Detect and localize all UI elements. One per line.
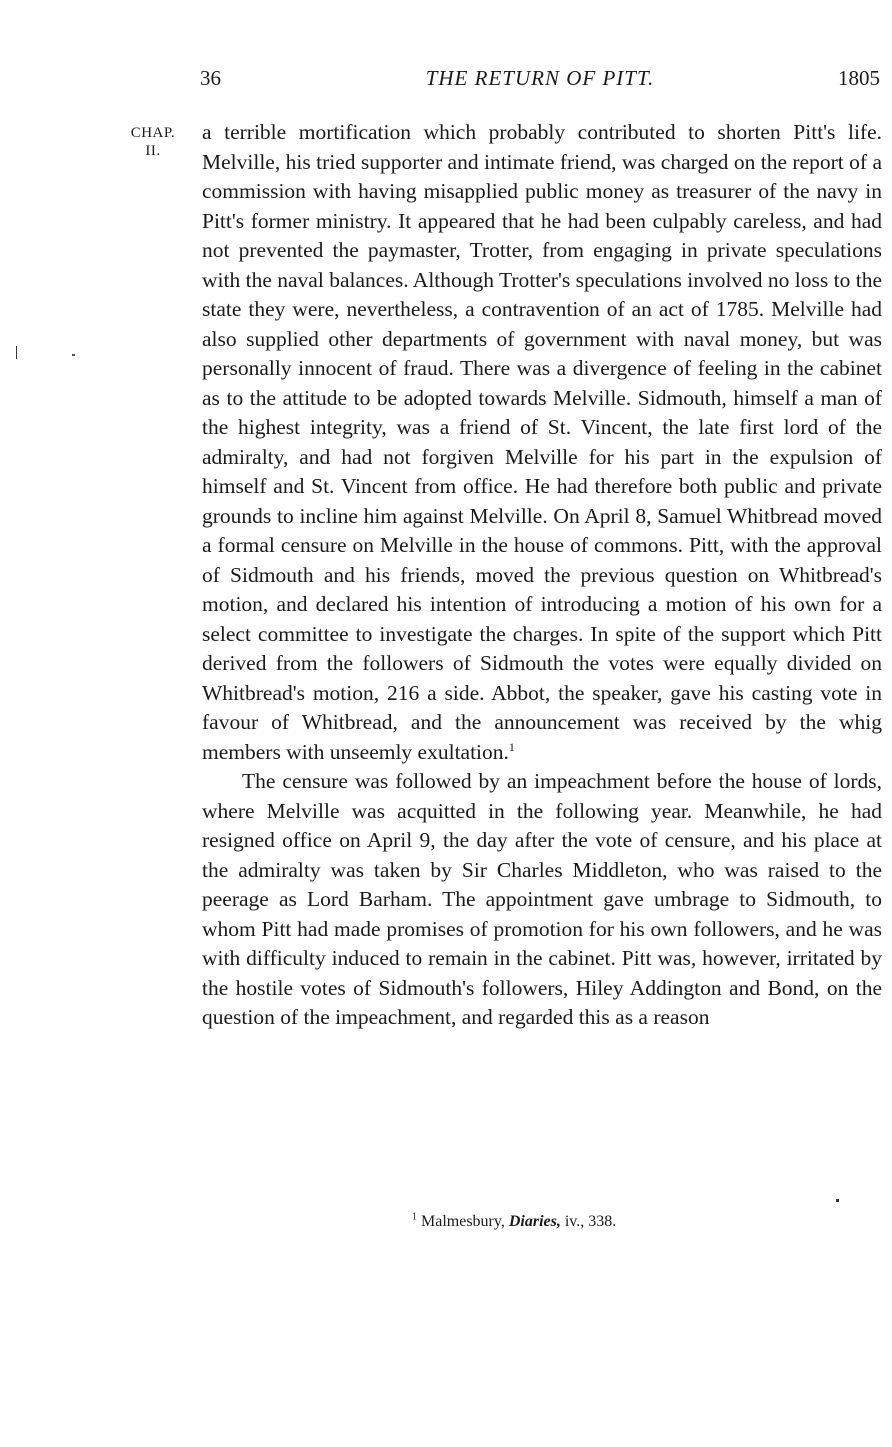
footnote	[412, 1213, 616, 1231]
chapter-number: II.	[145, 143, 161, 159]
header-year: 1805	[838, 66, 880, 90]
body-text	[202, 118, 882, 1033]
margin-dot	[72, 354, 75, 356]
footnote-title: Diaries,	[508, 1213, 561, 1230]
page-number: 36	[200, 66, 221, 90]
footnote-marker: 1	[412, 1211, 417, 1223]
footnote-locator: iv., 338.	[564, 1213, 617, 1230]
running-title: THE RETURN OF PITT.	[425, 66, 655, 90]
running-header	[200, 66, 880, 96]
paragraph-1-text: a terrible mortification which probably contributed to shorten Pitt's life. Melville, his tried supporter and intimate friend, was charged on the report of a commission with having misapplied public money as treasurer of the navy in Pitt's former ministry. It appeared that he had been culpably careless, and had not prevented the paymaster, Trotter, from engaging in private speculations with the naval balances. Although Trotter's speculations involved no loss to the state they were, nevertheless, a contravention of an act of 1785. Melville had also supplied other departments of government with naval money, but was personally innocent of fraud. There was a divergence of feeling in the cabinet as to the attitude to be adopted towards Melville. Sidmouth, himself a man of the highest integrity, was a friend of St. Vincent, the late first lord of the admiralty, and had not forgiven Melville for his part in the expulsion of himself and St. Vincent from office. He had therefore both public and private grounds to incline him against Melville. On April 8, Samuel Whitbread moved a formal censure on Melville in the house of commons. Pitt, with the approval of Sidmouth and his friends, moved the previous question on Whitbread's motion, and declared his intention of introducing a motion of his own for a select committee to investigate the charges. In spite of the support which Pitt derived from the followers of Sidmouth the votes were equally divided on Whitbread's motion, 216 a side. Abbot, the speaker, gave his casting vote in favour of Whitbread, and the announcement was received by the whig members with unseemly exultation.	[202, 120, 882, 764]
paragraph-2: The censure was followed by an impeachment before the house of lords, where Melville was acquitted in the following year. Meanwhile, he had resigned office on April 9, the day after the vote of censure, and his place at the admiralty was taken by Sir Charles Middleton, who was raised to the peerage as Lord Barham. The appointment gave umbrage to Sidmouth, to whom Pitt had made promises of promotion for his own followers, and he was with difficulty induced to remain in the cabinet. Pitt was, however, irritated by the hostile votes of Sidmouth's followers, Hiley Addington and Bond, on the question of the impeachment, and regarded this as a reason	[202, 769, 882, 1029]
footnote-dot	[836, 1199, 839, 1202]
footnote-reference: 1	[508, 739, 515, 754]
chapter-word: CHAP.	[130, 125, 176, 141]
paragraph-1	[202, 118, 882, 767]
margin-mark	[16, 346, 17, 359]
chapter-margin-label	[118, 124, 188, 160]
footnote-author: Malmesbury,	[421, 1213, 505, 1230]
